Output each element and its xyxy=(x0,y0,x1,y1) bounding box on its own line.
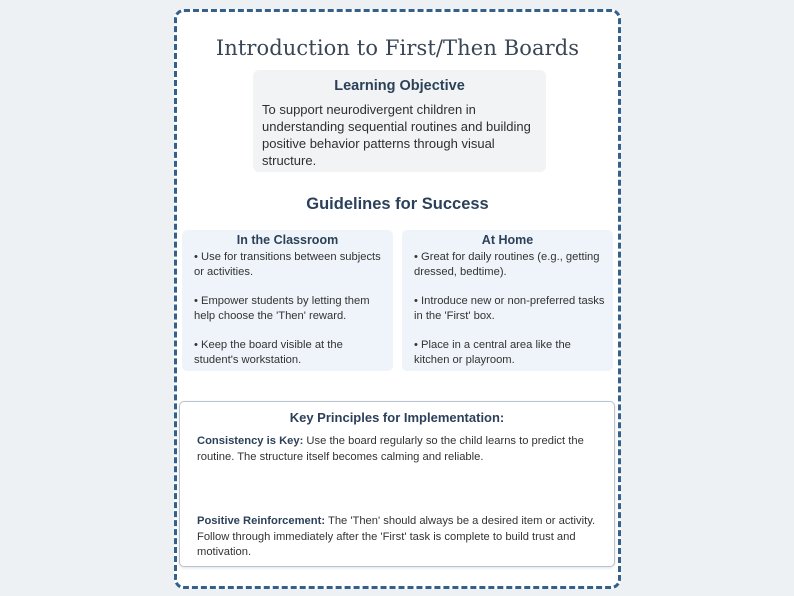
principle-consistency xyxy=(197,434,607,465)
list-item: • Empower students by letting them help choose the 'Then' reward. xyxy=(194,295,370,322)
page-title: Introduction to First/Then Boards xyxy=(215,36,580,60)
home-heading: At Home xyxy=(481,233,534,247)
classroom-column xyxy=(182,230,393,371)
principle-lead: Consistency is Key: xyxy=(197,435,304,447)
objective-heading: Learning Objective xyxy=(334,78,465,94)
principle-text: The 'Then' should always be a desired item or activity. Follow through immediately after the 'First' task is complete to build trust and motivation. xyxy=(197,515,596,558)
list-item: • Introduce new or non-preferred tasks in the 'First' box. xyxy=(414,295,605,322)
principle-text: Use the board regularly so the child learns to predict the routine. The structure itself becomes calming and reliable. xyxy=(197,435,584,463)
key-principles-box xyxy=(179,401,615,567)
home-column xyxy=(402,230,613,371)
handout-card xyxy=(174,9,621,589)
list-item: • Great for daily routines (e.g., getting dressed, bedtime). xyxy=(414,251,600,278)
classroom-heading: In the Classroom xyxy=(236,233,339,247)
home-list xyxy=(414,250,608,382)
list-item: • Keep the board visible at the student's workstation. xyxy=(194,339,343,366)
learning-objective-box xyxy=(253,70,546,172)
list-item: • Use for transitions between subjects or activities. xyxy=(194,251,381,278)
guidelines-title: Guidelines for Success xyxy=(306,195,489,213)
principle-reinforcement xyxy=(197,514,607,561)
classroom-list xyxy=(194,250,388,382)
list-item: • Place in a central area like the kitchen or playroom. xyxy=(414,339,571,366)
objective-text: To support neurodivergent children in understanding sequential routines and building positive behavior patterns through visual structure. xyxy=(262,102,531,168)
principles-heading: Key Principles for Implementation: xyxy=(289,410,505,425)
principle-lead: Positive Reinforcement: xyxy=(197,515,326,527)
